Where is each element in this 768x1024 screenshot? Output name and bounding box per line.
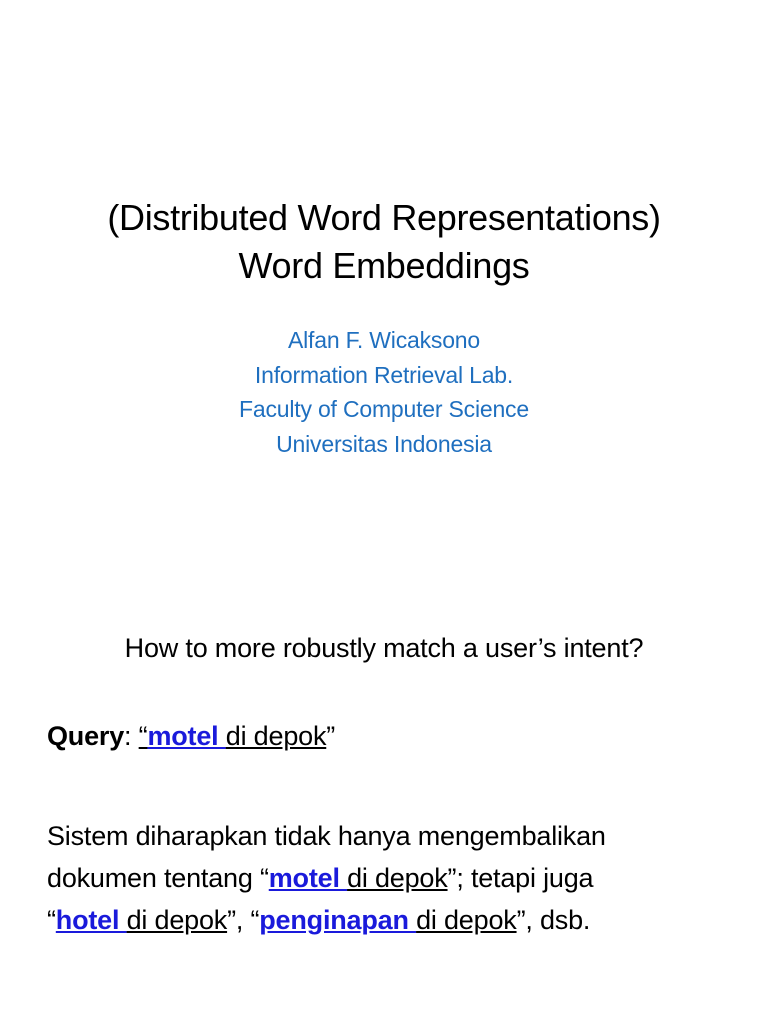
line3-suffix: ”, dsb. bbox=[516, 905, 591, 935]
query-colon: : bbox=[124, 721, 139, 751]
query-close-quote: ” bbox=[326, 721, 336, 751]
line2-prefix: dokumen tentang “ bbox=[47, 863, 269, 893]
body-line-2 bbox=[47, 857, 737, 899]
line3-open: “ bbox=[47, 905, 56, 935]
content-slide bbox=[0, 512, 768, 1024]
body-paragraph bbox=[47, 815, 737, 941]
line3-rest-2: di depok bbox=[416, 905, 517, 935]
title-line-2: Word Embeddings bbox=[238, 245, 530, 286]
author-block bbox=[0, 323, 768, 461]
query-rest: di depok bbox=[225, 721, 327, 751]
line3-rest-1: di depok bbox=[126, 905, 228, 935]
query-text bbox=[139, 721, 327, 751]
body-line-3 bbox=[47, 899, 737, 941]
query-line bbox=[47, 718, 335, 754]
slide-title bbox=[0, 194, 768, 290]
query-label: Query bbox=[47, 721, 125, 751]
line2-suffix: ”; tetapi juga bbox=[447, 863, 594, 893]
body-line-1: Sistem diharapkan tidak hanya mengembalikan bbox=[47, 821, 606, 851]
slide-heading: How to more robustly match a user’s intent? bbox=[124, 633, 644, 663]
line3-mid: ”, “ bbox=[227, 905, 260, 935]
line2-rest: di depok bbox=[347, 863, 448, 893]
title-line-1: (Distributed Word Representations) bbox=[107, 197, 661, 238]
body-link-motel[interactable]: motel bbox=[268, 863, 348, 893]
query-link-motel[interactable]: motel bbox=[147, 721, 226, 751]
body-link-hotel[interactable]: hotel bbox=[55, 905, 127, 935]
lab-name: Information Retrieval Lab. bbox=[254, 361, 514, 388]
author-name: Alfan F. Wicaksono bbox=[288, 327, 480, 353]
body-link-penginapan[interactable]: penginapan bbox=[259, 905, 417, 935]
university-name: Universitas Indonesia bbox=[276, 430, 492, 457]
faculty-name: Faculty of Computer Science bbox=[239, 396, 529, 422]
query-open-quote: “ bbox=[138, 721, 148, 751]
